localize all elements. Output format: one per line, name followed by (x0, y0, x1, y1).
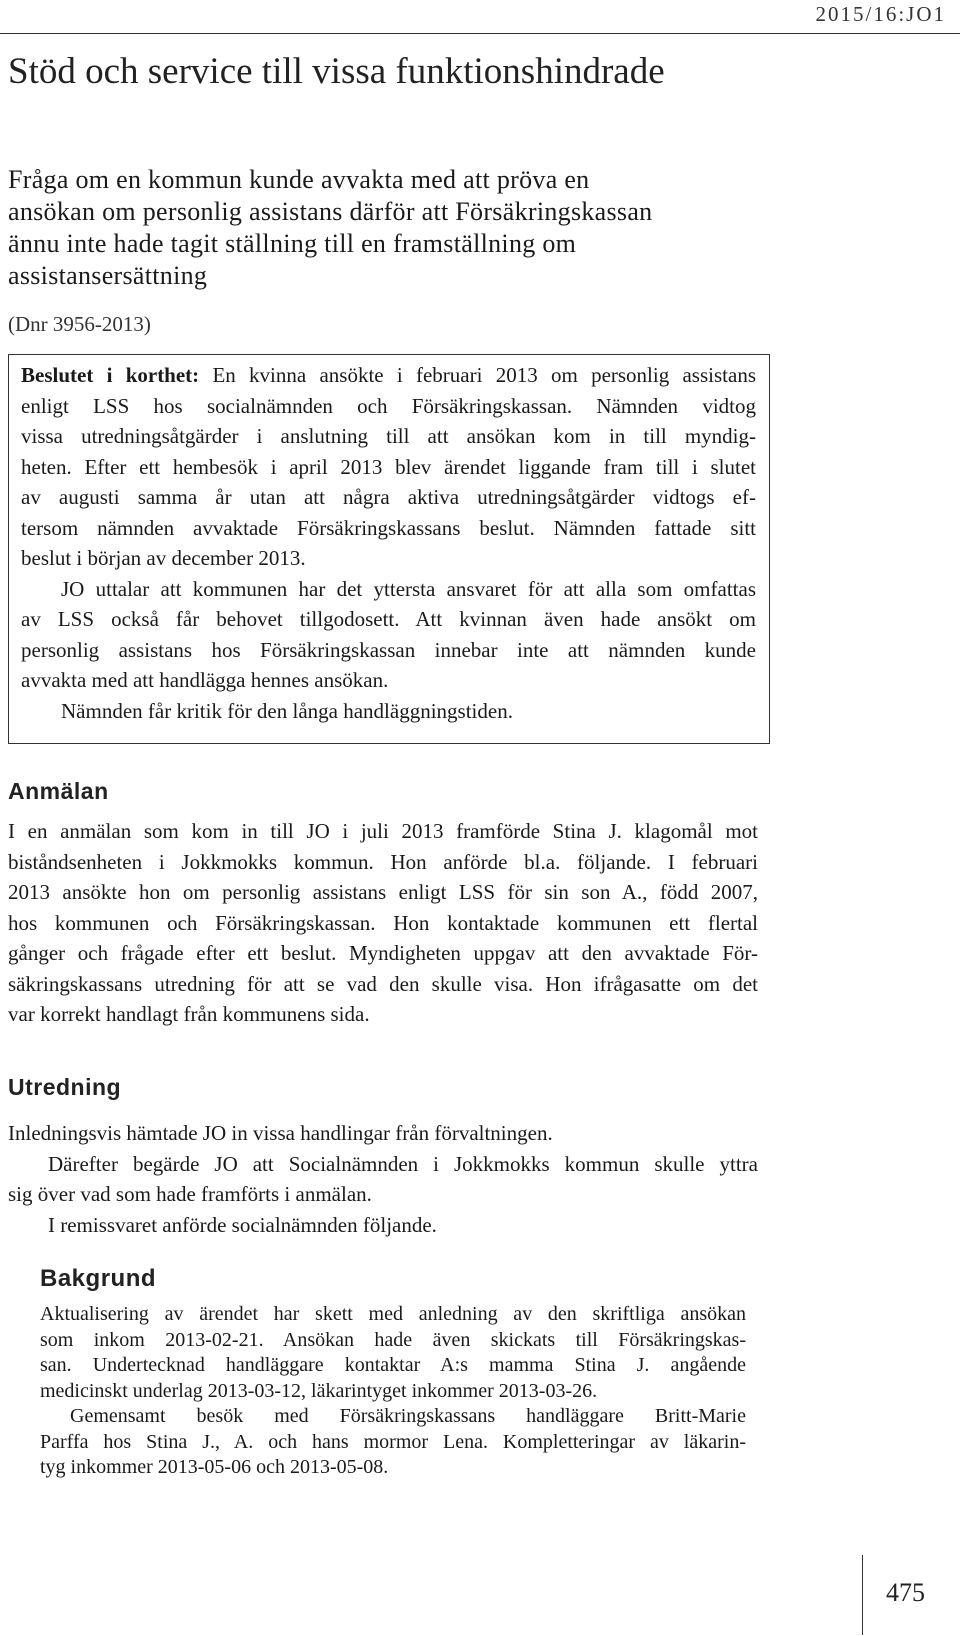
bakgrund-line: Parffa hos Stina J., A. och hans mormor Lena. Kompletteringar av läkarin- (40, 1430, 746, 1453)
summary-lead-text: En kvinna ansökte i februari 2013 om personlig assistans (199, 363, 756, 387)
utredning-text (8, 1118, 758, 1240)
bakgrund-line: Aktualisering av ärendet har skett med anledning av den skriftliga ansökan (40, 1303, 746, 1325)
page-number-rule (862, 1555, 863, 1635)
summary-line: heten. Efter ett hembesök i april 2013 blev ärendet liggande fram till i slutet (21, 454, 756, 479)
section-title: Stöd och service till vissa funktionshindrade (8, 51, 665, 92)
utredning-line: Därefter begärde JO att Socialnämnden i Jokkmokks kommun skulle yttra (48, 1151, 758, 1176)
anmalan-line: I en anmälan som kom in till JO i juli 2013 framförde Stina J. klagomål mot (8, 819, 758, 843)
bakgrund-line: medicinskt underlag 2013-03-12, läkarintyget inkommer 2013-03-26. (40, 1379, 598, 1402)
anmalan-line: biståndsenheten i Jokkmokks kommun. Hon anförde bl.a. följande. I februari (8, 849, 758, 874)
anmalan-line: säkringskassans utredning för att se vad den skulle visa. Hon ifrågasatte om det (8, 971, 758, 996)
summary-line: vissa utredningsåtgärder i anslutning till att ansökan kom in till myndig- (21, 424, 756, 448)
bakgrund-text (40, 1302, 746, 1481)
case-title-line: ansökan om personlig assistans därför att Försäkringskassan (8, 197, 653, 226)
summary-text (21, 360, 756, 726)
anmalan-text (8, 816, 758, 1030)
utredning-line: sig över vad som hade framförts i anmälan. (8, 1182, 372, 1206)
utredning-line: I remissvaret anförde socialnämnden följande. (48, 1212, 437, 1237)
summary-line: av LSS också får behovet tillgodosett. Att kvinnan även hade ansökt om (21, 607, 756, 631)
case-title (8, 164, 808, 292)
summary-line: Nämnden får kritik för den långa handläggningstiden. (61, 698, 513, 723)
summary-line: personlig assistans hos Försäkringskassan innebar inte att nämnden kunde (21, 637, 756, 662)
bakgrund-line: tyg inkommer 2013-05-06 och 2013-05-08. (40, 1456, 389, 1478)
case-title-line: Fråga om en kommun kunde avvakta med att pröva en (8, 165, 590, 194)
anmalan-line: var korrekt handlagt från kommunens sida. (8, 1002, 370, 1026)
header-rule (0, 33, 960, 34)
bakgrund-line: san. Undertecknad handläggare kontaktar A:s mamma Stina J. angående (40, 1354, 746, 1376)
case-dnr: (Dnr 3956-2013) (8, 312, 151, 336)
summary-line: JO uttalar att kommunen har det yttersta ansvaret för att alla som omfattas (61, 576, 756, 601)
report-id: 2015/16:JO1 (815, 2, 946, 26)
summary-line: av augusti samma år utan att några aktiva utredningsåtgärder vidtogs ef- (21, 485, 756, 509)
case-title-line: ännu inte hade tagit ställning till en framställning om (8, 229, 577, 258)
summary-lead-label: Beslutet i korthet: (21, 363, 200, 387)
anmalan-line: gånger och frågade efter ett beslut. Myndigheten uppgav att den avvaktade För- (8, 941, 758, 965)
utredning-line: Inledningsvis hämtade JO in vissa handlingar från förvaltningen. (8, 1121, 553, 1145)
summary-line: avvakta med att handlägga hennes ansökan. (21, 668, 389, 692)
bakgrund-line: Gemensamt besök med Försäkringskassans handläggare Britt-Marie (70, 1405, 746, 1427)
heading-anmalan: Anmälan (8, 778, 109, 804)
bakgrund-line: som inkom 2013-02-21. Ansökan hade även skickats till Försäkringskas- (40, 1328, 746, 1351)
summary-line (21, 360, 756, 391)
summary-box (8, 354, 770, 744)
summary-line: enligt LSS hos socialnämnden och Försäkringskassan. Nämnden vidtog (21, 393, 756, 418)
case-title-line: assistansersättning (8, 261, 208, 290)
summary-line: beslut i början av december 2013. (21, 546, 306, 570)
anmalan-line: hos kommunen och Försäkringskassan. Hon kontaktade kommunen ett flertal (8, 910, 758, 935)
heading-bakgrund: Bakgrund (40, 1265, 157, 1292)
anmalan-line: 2013 ansökte hon om personlig assistans enligt LSS för sin son A., född 2007, (8, 880, 758, 904)
heading-utredning: Utredning (8, 1074, 122, 1100)
summary-line: tersom nämnden avvaktade Försäkringskassans beslut. Nämnden fattade sitt (21, 515, 756, 540)
page-number: 475 (886, 1578, 925, 1607)
